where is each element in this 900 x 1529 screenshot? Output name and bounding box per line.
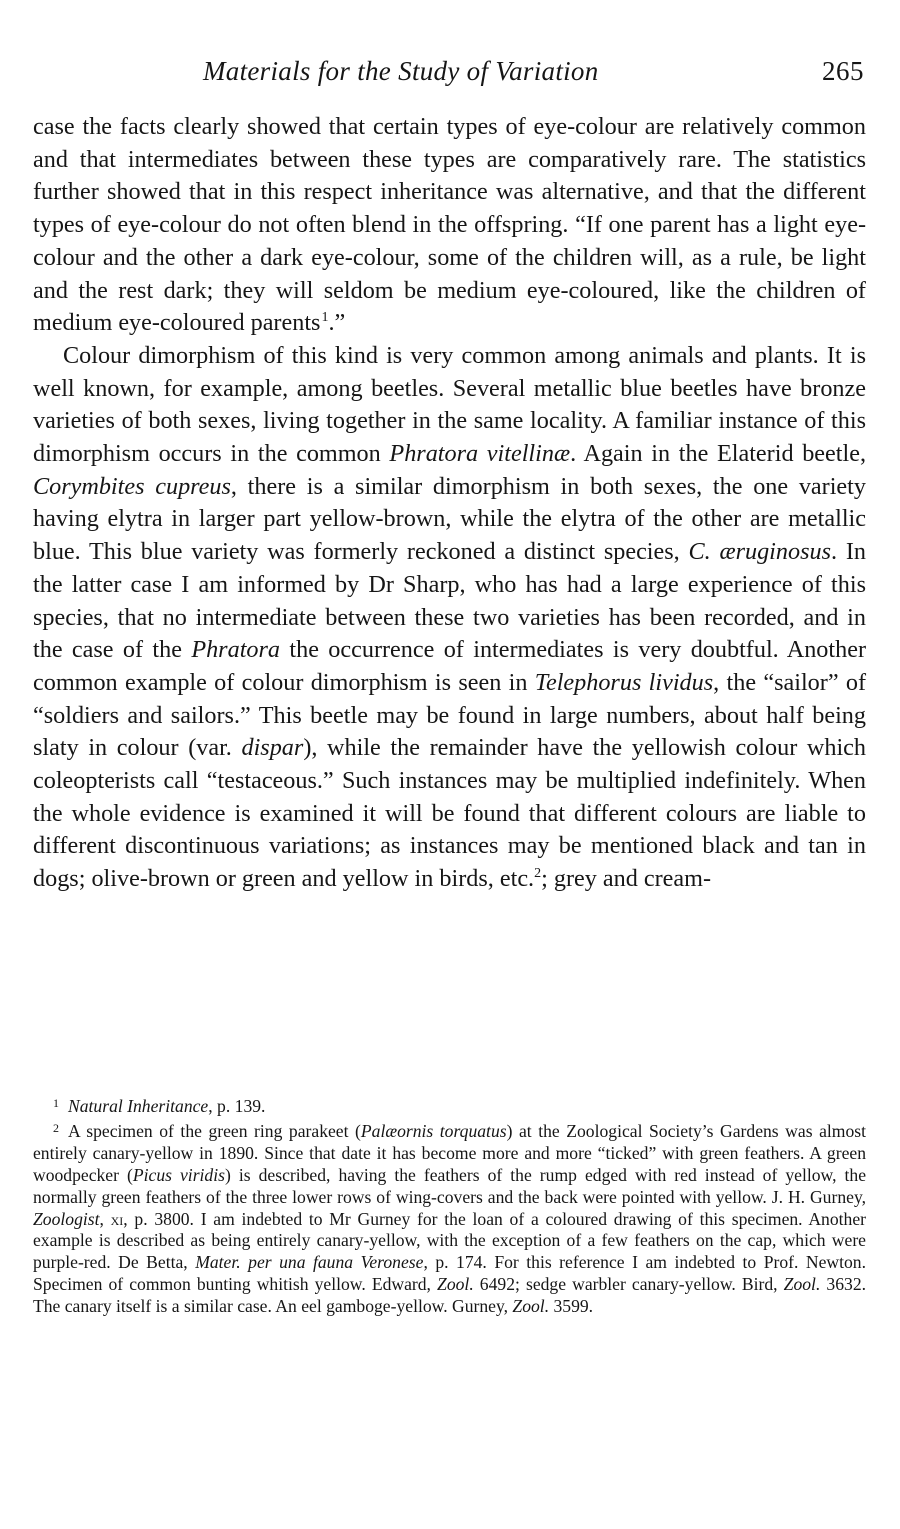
paragraph-1 [33,111,866,340]
variety-name: dispar [241,734,304,762]
footnote-2 [33,1118,866,1318]
text-run: . Again in the Elaterid beetle, [570,440,866,468]
species-name: C. æruginosus [688,538,832,566]
page-number: 265 [822,56,864,86]
running-title: Materials for the Study of Variation [203,56,599,86]
text-run: Colour dimorphism of this kind is very common among animals and plants. It is well known, for example, among beetles. Several metallic blue beetles have bronze varieties of both sexes, living together in the same locality. A familiar instance of this dimorphism occurs in the common [33,341,866,468]
text-run: case the facts clearly showed that certain types of eye-colour are relatively common and that intermediates between these types are comparatively rare. The statistics further showed that in this respect inheritance was alternative, and that the different types of eye-colour do not often blend in the offspring. “If one parent has a light eye-colour and the other a dark eye-colour, some of the children will, as a rule, be light and the rest dark; they will seldom be medium eye-coloured, like the children of medium eye-coloured parents [33,113,866,337]
text-run: , p. 139. [208,1096,266,1116]
footnote-ref-1: 1 [321,310,329,326]
journal-title: Zool. [783,1274,821,1295]
text-run: ) is described, having the feathers of the rump edged with red instead of yellow, the normally green feathers of the three lower rows of wing-covers and the back were pointed with yellow. J. H. Gurney, [33,1164,867,1207]
text-run: 3599. [549,1296,594,1317]
species-name: Picus viridis [132,1164,225,1185]
text-run: 6492; sedge warbler canary-yellow. Bird, [473,1274,784,1295]
journal-title: Zoologist [33,1208,100,1229]
book-title: Natural Inheritance [68,1096,209,1116]
text-run: , p. 174. For this reference I am indebted to Prof. Newton. Specimen of common bunting whitish yellow. Edward, [33,1252,866,1295]
journal-title: Zool. [512,1296,550,1317]
text-run: the occurrence of intermediates is very doubtful. Another common example of colour dimorphism is seen in [33,636,866,696]
volume-number: xi [110,1208,124,1229]
text-run: . In the latter case I am informed by Dr Sharp, who has had a large experience of this species, that no intermediate between these two varieties has been recorded, and in the case of the [33,538,866,664]
text-run: .” [328,309,346,337]
text-run: 3632. The canary itself is a similar case. An eel gamboge-yellow. Gurney, [33,1274,867,1317]
text-run: ) at the Zoological Society’s Gardens was almost entirely canary-yellow in 1890. Since that date it has become more and more “ticked” with green feathers. A green woodpecker ( [33,1120,866,1185]
species-name: Telephorus lividus [534,668,714,696]
paragraph-2 [33,340,866,896]
text-run: , there is a similar dimorphism in both sexes, the one variety having elytra in larger part yellow-brown, while the elytra of the other are metallic blue. This blue variety was formerly reckoned a distinct species, [33,472,866,566]
species-name: Corymbites cupreus [33,472,231,500]
text-run: , p. 3800. I am indebted to Mr Gurney for the loan of a coloured drawing of this specimen. Another example is described as being entirely canary-yellow, with the exception of a few feathers on the cap, which were purple-red. De Betta, [33,1208,866,1273]
footnotes [33,1093,866,1318]
footnote-marker: 2 [53,1120,59,1135]
journal-title: Zool. [437,1274,474,1295]
species-name: Phratora [191,636,281,664]
text-run: , the “sailor” of “soldiers and sailors.” This beetle may be found in large numbers, about half being slaty in colour (var. [33,668,866,762]
footnote-marker: 1 [53,1096,59,1110]
book-title: Mater. per una fauna Veronese [195,1252,424,1273]
footnote-1 [33,1093,866,1118]
species-name: Phratora vitellinæ [389,440,571,468]
footnote-ref-2: 2 [534,866,542,882]
running-head [33,56,866,94]
text-run: ), while the remainder have the yellowish colour which coleopterists call “testaceous.” Such instances may be multiplied indefinitely. When the whole evidence is examined it will be found that different colours are liable to different discontinuous variations; as instances may be mentioned black and tan in dogs; olive-brown or green and yellow in birds, etc. [33,734,866,893]
text-run: , [99,1208,111,1229]
book-page [33,0,866,1529]
text-run: A specimen of the green ring parakeet ( [68,1120,361,1141]
text-run: ; grey and cream- [541,865,712,893]
body-text [33,111,866,896]
species-name: Palæornis torquatus [360,1120,507,1141]
